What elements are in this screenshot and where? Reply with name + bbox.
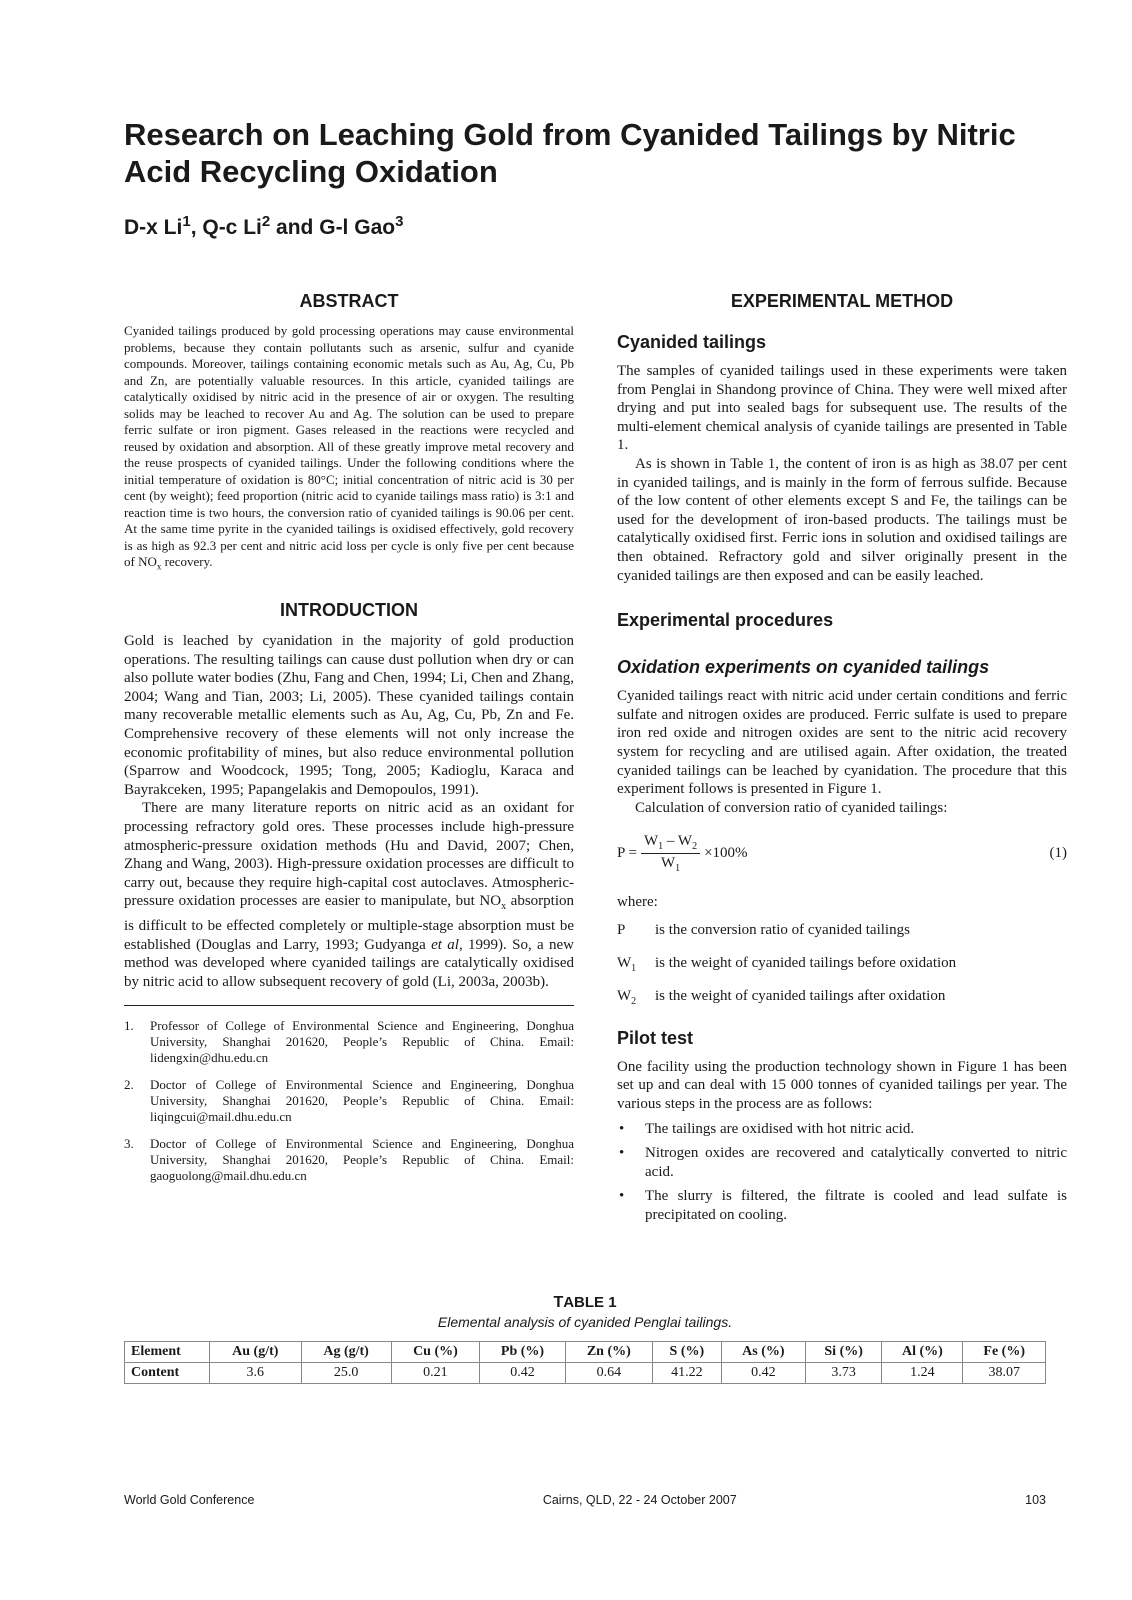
table-cell: 0.64 bbox=[565, 1363, 652, 1384]
table-cell: 3.6 bbox=[210, 1363, 302, 1384]
list-item-text: The tailings are oxidised with hot nitric acid. bbox=[645, 1120, 915, 1137]
equation-fraction bbox=[641, 833, 700, 874]
table-row-label: Content bbox=[125, 1363, 210, 1384]
abstract-body-end: recovery. bbox=[161, 554, 213, 569]
paragraph-text: absorption is difficult to be effected completely or multiple-stage absorption must be established (Douglas and Larry, 1993; Gudyanga bbox=[124, 893, 574, 953]
where-symbol bbox=[617, 921, 655, 945]
italic-text: et al bbox=[431, 936, 459, 953]
equation-number: (1) bbox=[1049, 844, 1067, 861]
table-title: Elemental analysis of cyanided Penglai tailings. bbox=[437, 1314, 733, 1330]
symbol: W bbox=[644, 832, 659, 849]
equation-rhs: ×100% bbox=[704, 844, 748, 861]
subscript: 1 bbox=[658, 840, 664, 852]
table-header-cell: Zn (%) bbox=[565, 1342, 652, 1363]
footnote-number: 1. bbox=[124, 1018, 134, 1034]
footnote-text: Doctor of College of Environmental Science and Engineering, Donghua University, Shanghai 201620, People’s Republic of China. Email: gaoguolong@mail.dhu.edu.cn bbox=[150, 1136, 574, 1184]
where-symbol bbox=[617, 987, 655, 1011]
method-paragraph: As is shown in Table 1, the content of iron is as high as 38.07 per cent in cyanided tailings, and is mainly in the form of ferrous sulfide. Because of the low content of other elements except S and Fe, the tailings can be used for the development of iron-based products. The tailings must be catalytically oxidised first. Ferric ions in solution and oxidised tailings are then obtained. Refractory gold and silver originally present in the cyanided tailings are then exposed and can be easily leached. bbox=[617, 455, 1067, 584]
paragraph-text: There are many literature reports on nitric acid as an oxidant for processing refractory gold ores. These processes include high-pressure atmospheric-pressure oxidation methods (Hu and David, 2007; Chen, Zhang and Wang, 2003). High-pressure oxidation processes are difficult to carry out, because they require high-capital cost autoclaves. Atmospheric-pressure oxidation processes are easier to manipulate, but NO bbox=[124, 800, 574, 910]
list-item-text: The slurry is filtered, the filtrate is cooled and lead sulfate is precipitated on cooling. bbox=[645, 1188, 1067, 1224]
table-header-cell: Fe (%) bbox=[963, 1342, 1046, 1363]
minus-sign: – bbox=[663, 832, 678, 849]
method-paragraph: Cyanided tailings react with nitric acid under certain conditions and ferric sulfate and nitrogen oxides are produced. Ferric sulfate is used to prepare iron red oxide and nitrogen oxides are sent to the nitric acid recovery system for recycling and are utilised again. After oxidation, the treated cyanided tailings can be leached by cyanidation. The procedure that this experiment follows is presented in Figure 1. bbox=[617, 688, 1067, 798]
where-definition bbox=[617, 921, 1067, 945]
elemental-analysis-table bbox=[124, 1341, 1046, 1384]
paper-title: Research on Leaching Gold from Cyanided Tailings by Nitric Acid Recycling Oxidation bbox=[124, 117, 1016, 189]
table-cell: 0.21 bbox=[391, 1363, 480, 1384]
footnote-text: Doctor of College of Environmental Science and Engineering, Donghua University, Shanghai 201620, People’s Republic of China. Email: liqingcui@mail.dhu.edu.cn bbox=[150, 1077, 574, 1125]
symbol: W bbox=[617, 954, 632, 971]
bullet-icon: • bbox=[619, 1145, 625, 1162]
author-list bbox=[124, 208, 403, 242]
pilot-steps-list bbox=[617, 1120, 1067, 1225]
abstract-body: Cyanided tailings produced by gold processing operations may cause environmental problems, because they contain pollutants such as arsenic, sulfur and cyanide compounds. Moreover, tailings containing economic metals such as Au, Ag, Cu, Pb and Zn, are potentially valuable resources. In this article, cyanided tailings are catalytically oxidised by nitric acid in the presence of air or oxygen. The resulting solids may be leached to recover Au and Ag. The solution can be used to prepare ferric sulfate or iron pigment. Gases released in the reactions were recycled and reused by oxidation and absorption. All of these greatly improve metal recovery and the reuse prospects of cyanided tailings. Under the following conditions where the initial temperature of oxidation is 80°C; initial concentration of nitric acid is 30 per cent (by weight); feed proportion (nitric acid to cyanide tailings mass ratio) is 3:1 and reaction time is two hours, the conversion ratio of cyanided tailings is 90.06 per cent. At the same time pyrite in the cyanided tailings is oxidised effectively, gold recovery is as high as 92.3 per cent and nitric acid loss per cycle is only five per cent because of NO bbox=[124, 323, 574, 569]
list-item bbox=[617, 1144, 1067, 1181]
table-cell: 1.24 bbox=[882, 1363, 963, 1384]
table-header-cell: As (%) bbox=[721, 1342, 805, 1363]
subscript: 2 bbox=[692, 840, 698, 852]
table-cell: 0.42 bbox=[721, 1363, 805, 1384]
table-header-cell: S (%) bbox=[652, 1342, 721, 1363]
subscript: x bbox=[501, 901, 507, 913]
table-label-rest: ABLE 1 bbox=[563, 1294, 617, 1311]
where-definition bbox=[617, 954, 1067, 978]
table-cell: 41.22 bbox=[652, 1363, 721, 1384]
author-separator: , bbox=[190, 216, 203, 239]
bullet-icon: • bbox=[619, 1120, 625, 1137]
table-row bbox=[125, 1363, 1046, 1384]
pilot-test-heading: Pilot test bbox=[617, 1027, 694, 1048]
subscript: 1 bbox=[675, 862, 681, 874]
table-header-cell: Au (g/t) bbox=[210, 1342, 302, 1363]
equation-1 bbox=[617, 831, 1067, 875]
table-header-cell: Element bbox=[125, 1342, 210, 1363]
footer-location-date: Cairns, QLD, 22 - 24 October 2007 bbox=[542, 1493, 737, 1507]
table-header-row bbox=[125, 1342, 1046, 1363]
author-name: Q-c Li bbox=[202, 216, 262, 239]
equation-lhs: P = bbox=[617, 844, 637, 861]
where-label: where: bbox=[617, 894, 658, 911]
table-label bbox=[124, 1293, 1046, 1312]
oxidation-experiments-heading: Oxidation experiments on cyanided tailings bbox=[617, 657, 990, 678]
paragraph-text: , 1999). So, a new method was developed where cyanided tailings are catalytically oxidised by nitric acid to allow subsequent recovery of gold (Li, 2003a, 2003b). bbox=[124, 936, 574, 990]
author-name: G-l Gao bbox=[319, 216, 396, 239]
list-item bbox=[617, 1120, 1067, 1139]
table-cell: 3.73 bbox=[805, 1363, 882, 1384]
symbol: P bbox=[617, 921, 626, 938]
introduction-paragraph: Gold is leached by cyanidation in the majority of gold production operations. The resulting tailings can cause dust pollution when dry or can also pollute water bodies (Zhu, Fang and Chen, 1994; Li, Chen and Zhang, 2004; Wang and Tian, 2003; Li, 2005). These cyanided tailings contain many recoverable metallic elements such as Au, Ag, Cu, Pb, Zn and Fe. Comprehensive recovery of these elements will not only increase the economic profitability of mines, but also reduce environmental pollution (Sparrow and Woodcock, 1995; Tong, 2005; Kadioglu, Karaca and Bayrakceken, 1995; Papangelakis and Demopoulos, 1991). bbox=[124, 633, 574, 798]
where-definition bbox=[617, 987, 1067, 1011]
method-paragraph: Calculation of conversion ratio of cyanided tailings: bbox=[635, 799, 948, 816]
author-affiliation-mark: 3 bbox=[395, 213, 404, 230]
author-separator: and bbox=[270, 216, 320, 239]
symbol: W bbox=[660, 854, 676, 871]
footnote-text: Professor of College of Environmental Science and Engineering, Donghua University, Shanghai 201620, People’s Republic of China. Email: lidengxin@dhu.edu.cn bbox=[150, 1018, 574, 1066]
fraction-denominator bbox=[661, 854, 680, 874]
introduction-heading: INTRODUCTION bbox=[280, 600, 418, 621]
page-footer bbox=[124, 1493, 1046, 1507]
list-item bbox=[617, 1187, 1067, 1224]
table-cell: 0.42 bbox=[480, 1363, 566, 1384]
table-header-cell: Ag (g/t) bbox=[301, 1342, 391, 1363]
symbol: W bbox=[617, 987, 632, 1004]
table-header-cell: Si (%) bbox=[805, 1342, 882, 1363]
method-paragraph: The samples of cyanided tailings used in these experiments were taken from Penglai in Shandong province of China. They were well mixed after drying and put into sealed bags for subsequent use. The results of the multi-element chemical analysis of cyanide tailings are presented in Table 1. bbox=[617, 363, 1067, 454]
where-text: is the weight of cyanided tailings after oxidation bbox=[655, 987, 946, 1004]
footnote bbox=[124, 1077, 574, 1125]
footer-conference: World Gold Conference bbox=[124, 1493, 255, 1507]
list-item-text: Nitrogen oxides are recovered and catalytically converted to nitric acid. bbox=[645, 1145, 1067, 1180]
cyanided-tailings-heading: Cyanided tailings bbox=[617, 332, 767, 352]
footnote-number: 2. bbox=[124, 1077, 134, 1093]
footnote-divider bbox=[124, 1005, 574, 1006]
table-cell: 38.07 bbox=[963, 1363, 1046, 1384]
footnote bbox=[124, 1136, 574, 1184]
author-name: D-x Li bbox=[124, 216, 183, 239]
author-affiliation-mark: 1 bbox=[182, 213, 191, 230]
where-symbol bbox=[617, 954, 655, 978]
footnote-number: 3. bbox=[124, 1136, 134, 1152]
left-column bbox=[124, 290, 574, 1195]
table-cell: 25.0 bbox=[301, 1363, 391, 1384]
subscript: 1 bbox=[631, 962, 637, 974]
experimental-procedures-heading: Experimental procedures bbox=[617, 610, 834, 631]
page-number: 103 bbox=[1025, 1493, 1046, 1507]
table-header-cell: Al (%) bbox=[882, 1342, 963, 1363]
fraction-numerator bbox=[641, 833, 700, 854]
table-header-cell: Pb (%) bbox=[480, 1342, 566, 1363]
abstract-text bbox=[124, 323, 574, 575]
table-header-cell: Cu (%) bbox=[391, 1342, 480, 1363]
introduction-paragraph bbox=[124, 799, 574, 991]
where-text: is the conversion ratio of cyanided tailings bbox=[655, 921, 910, 938]
right-column bbox=[617, 290, 1067, 1231]
subscript: 2 bbox=[631, 995, 637, 1007]
bullet-icon: • bbox=[619, 1188, 625, 1205]
abstract-heading: ABSTRACT bbox=[299, 291, 399, 311]
experimental-method-heading: EXPERIMENTAL METHOD bbox=[730, 291, 954, 311]
author-affiliation-mark: 2 bbox=[261, 213, 271, 230]
table-caption bbox=[124, 1293, 1046, 1332]
method-paragraph: One facility using the production technology shown in Figure 1 has been set up and can deal with 15 000 tonnes of cyanided tailings per year. The various steps in the process are as follows: bbox=[617, 1058, 1067, 1113]
where-text: is the weight of cyanided tailings before oxidation bbox=[655, 954, 957, 971]
subscript: x bbox=[156, 561, 162, 572]
table-label-initial: T bbox=[553, 1294, 564, 1311]
footnote bbox=[124, 1018, 574, 1066]
symbol: W bbox=[677, 832, 693, 849]
